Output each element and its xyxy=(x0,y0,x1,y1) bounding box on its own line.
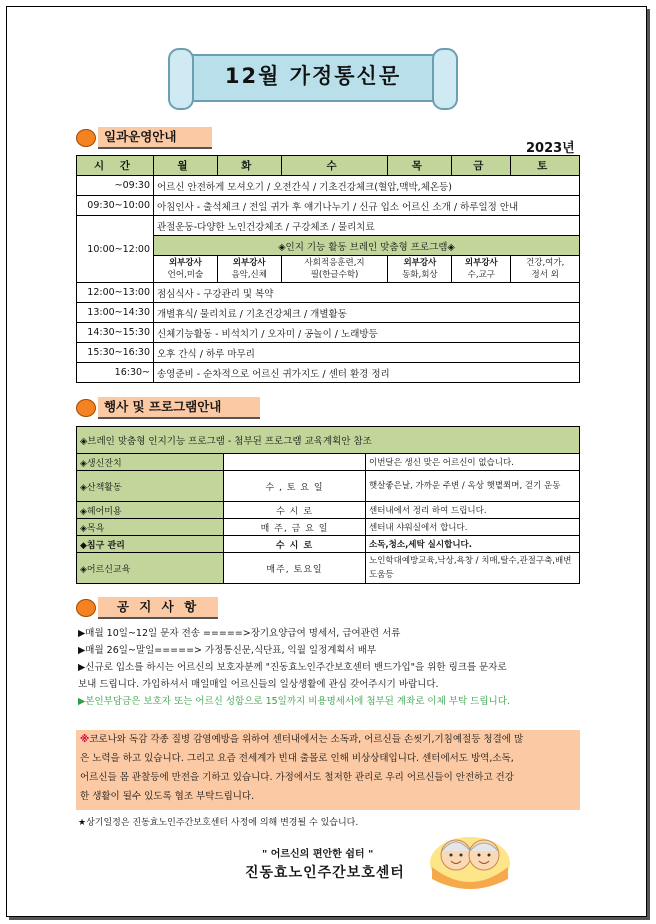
table-row: 14:30~15:30 신체기능활동 - 비석치기 / 오자미 / 공놀이 / 노래방등 xyxy=(77,323,580,343)
notice-line: 보내 드립니다. 가입하셔서 매일매일 어르신들의 일상생활에 관심 갖어주시기 바랍니다. xyxy=(78,679,439,690)
slogan: " 어르신의 편안한 쉼터 " xyxy=(262,849,374,860)
footnote: ★상기일정은 진동효노인주간보호센터 사정에 의해 변경될 수 있습니다. xyxy=(78,818,359,828)
table-row: 10:00~12:00 관절운동-다양한 노인건강체조 / 구강체조 / 물리치료 xyxy=(77,216,580,236)
events-table xyxy=(76,426,580,584)
notice-list xyxy=(78,625,578,710)
schedule-header-row: 시 간 월 화 수 목 금 토 xyxy=(77,156,580,176)
table-row: 16:30~ 송영준비 - 순차적으로 어르신 귀가지도 / 센터 환경 정리 xyxy=(77,363,580,383)
table-row: ◈생신잔치 이번달은 생신 맞은 어르신이 없습니다. xyxy=(77,454,580,471)
table-row: ◈헤어미용 수 시 로 센터내에서 정리 하여 드립니다. xyxy=(77,502,580,519)
table-row: 13:00~14:30 개별휴식/ 물리치료 / 기초건강체크 / 개별활동 xyxy=(77,303,580,323)
table-row: 12:00~13:00 점심식사 - 구강관리 및 복약 xyxy=(77,283,580,303)
events-header-row: ◈브레인 맞춤형 인지기능 프로그램 - 첨부된 프로그램 교육계획안 참조 xyxy=(77,427,580,454)
page-title: 12월 가정통신문 xyxy=(224,64,402,88)
table-row: ◈산책활동 수 , 토 요 일 햇살좋은날, 가까운 주변 / 옥상 햇볕쬐며, 걷기 운동 xyxy=(77,471,580,502)
table-row: 15:30~16:30 오후 간식 / 하루 마무리 xyxy=(77,343,580,363)
notice-line: ▶매월 26일~말일=====> 가정통신문,식단표, 익월 일정계획서 배부 xyxy=(78,645,377,656)
table-row: ◈어르신교육 매주, 토요일 노인학대예방교육,낙상,욕창 / 치매,탈수,관절구축,배변도움등 xyxy=(77,553,580,584)
bullet-dot-icon xyxy=(76,399,96,417)
daily-schedule-table xyxy=(76,155,580,383)
title-banner xyxy=(162,44,464,114)
year-label: 2023년 xyxy=(526,141,575,156)
health-warning-box: ※코로나와 독감 각종 질병 감염예방을 위하여 센터내에서는 소독과, 어르신들 손씻기,기침예절등 청결에 많 은 노력을 하고 있습니다. 그리고 요즘 전세계가 빈대 출몰로 인해 비상상태입니다. 센터에서도 방역,소독, 어르신들 몸 관찰등에 만전을 기하고 있습니다. 가정에서도 철저한 관리로 우리 어르신들이 안전하고 건강 한 생활이 될수 있도록 협조 부탁드립니다. xyxy=(76,730,580,810)
table-row: ◆침구 관리 수 시 로 소독,청소,세탁 실시합니다. xyxy=(77,536,580,553)
notice-line: ▶매월 10일~12일 문자 전송 =====>장기요양급여 명세서, 급여관련 서류 xyxy=(78,628,401,639)
organization-name: 진동효노인주간보호센터 xyxy=(245,865,405,881)
bullet-dot-icon xyxy=(76,599,96,617)
bullet-dot-icon xyxy=(76,129,96,147)
table-row: ◈인지 기능 활동 브레인 맞춤형 프로그램◈ xyxy=(77,236,580,256)
elderly-couple-logo-icon xyxy=(428,827,512,891)
notice-line: ▶본인부담금은 보호자 또는 어르신 성함으로 15일까지 비용명세서에 첨부된 계좌로 이체 부탁 드립니다. xyxy=(78,696,510,707)
lecture-row: 외부강사 언어,미술 외부강사 음악,신체 사회적응훈련,지 필(한글수학) 외부강사 동화,회상 외부강사 수,교구 건강,여가, 정서 외 xyxy=(77,256,580,283)
table-row: ~09:30 어르신 안전하게 모셔오기 / 오전간식 / 기초건강체크(혈압,맥박,체온등) xyxy=(77,176,580,196)
table-row: ◈목욕 매 주, 금 요 일 센터내 샤워실에서 합니다. xyxy=(77,519,580,536)
cross-mark-icon: ※ xyxy=(80,734,90,745)
notice-line: ▶신규로 입소를 하시는 어르신의 보호자분께 "진동효노인주간보호센터 밴드가입"을 위한 링크를 문자로 xyxy=(78,662,507,673)
table-row: 09:30~10:00 아침인사 - 출석체크 / 전일 귀가 후 얘기나누기 / 신규 입소 어르신 소개 / 하루일정 안내 xyxy=(77,196,580,216)
